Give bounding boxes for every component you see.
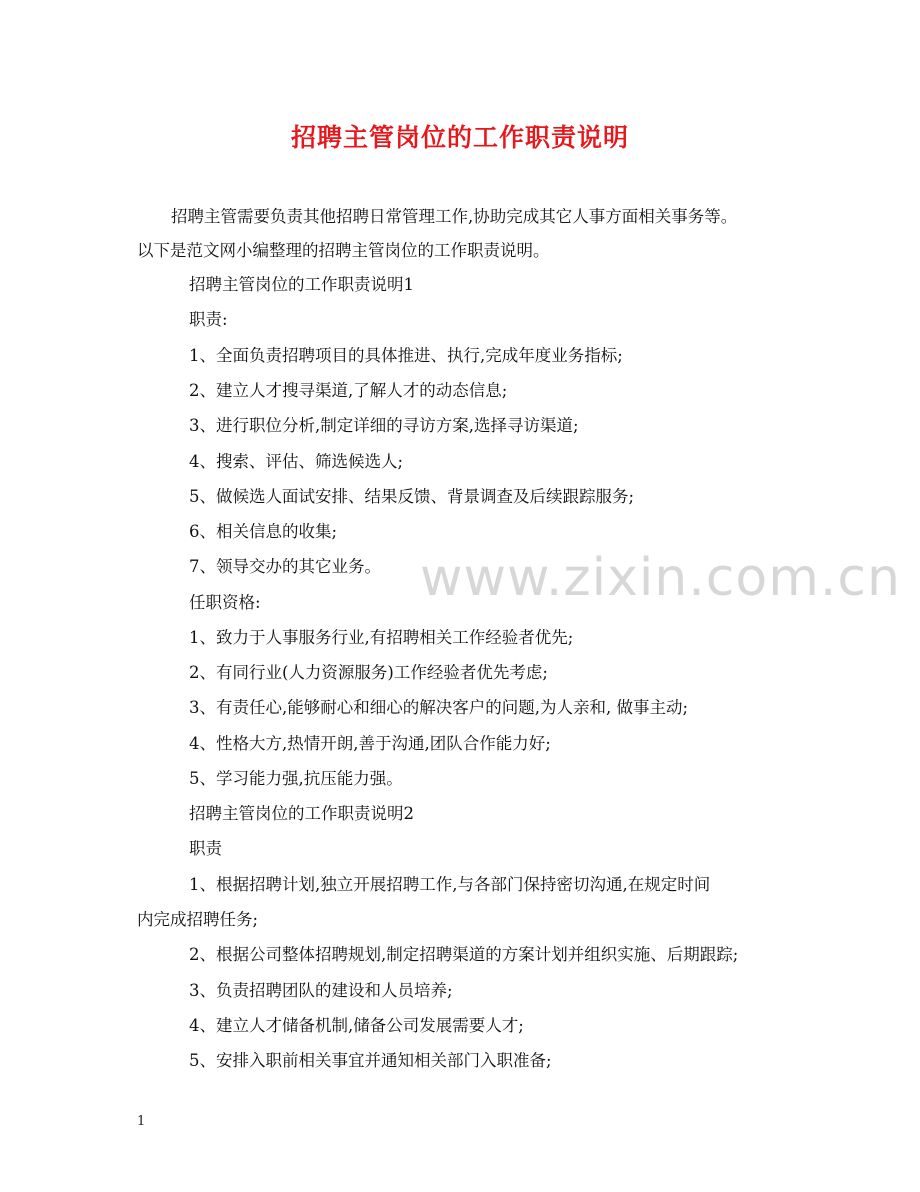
intro-line-2: 以下是范文网小编整理的招聘主管岗位的工作职责说明。 bbox=[137, 241, 550, 260]
section2-heading: 招聘主管岗位的工作职责说明2 bbox=[189, 804, 414, 823]
page-number: 1 bbox=[137, 1114, 146, 1129]
section1-duty-item: 6、相关信息的收集; bbox=[189, 522, 338, 541]
section1-heading: 招聘主管岗位的工作职责说明1 bbox=[189, 275, 414, 294]
watermark: www.zixin.com.cn bbox=[420, 548, 901, 608]
intro-line-1: 招聘主管需要负责其他招聘日常管理工作,协助完成其它人事方面相关事务等。 bbox=[171, 207, 738, 226]
section2-duty-item: 3、负责招聘团队的建设和人员培养; bbox=[189, 981, 453, 1000]
section1-duties-label: 职责: bbox=[189, 310, 228, 329]
section1-qualifications-label: 任职资格: bbox=[189, 593, 261, 612]
section1-duty-item: 3、进行职位分析,制定详细的寻访方案,选择寻访渠道; bbox=[189, 416, 579, 435]
section1-duty-item: 2、建立人才搜寻渠道,了解人才的动态信息; bbox=[189, 381, 508, 400]
section2-duty-item: 5、安排入职前相关事宜并通知相关部门入职准备; bbox=[189, 1051, 552, 1070]
section2-duty-item-line-1: 1、根据招聘计划,独立开展招聘工作,与各部门保持密切沟通,在规定时间 bbox=[189, 875, 711, 894]
section1-qualification-item: 5、学习能力强,抗压能力强。 bbox=[189, 769, 403, 788]
section1-duty-item: 5、做候选人面试安排、结果反馈、背景调查及后续跟踪服务; bbox=[189, 487, 635, 506]
section1-qualification-item: 3、有责任心,能够耐心和细心的解决客户的问题,为人亲和, 做事主动; bbox=[189, 698, 689, 717]
section2-duties-label: 职责 bbox=[189, 839, 222, 858]
section2-duty-item: 4、建立人才储备机制,储备公司发展需要人才; bbox=[189, 1016, 524, 1035]
section1-duty-item: 1、全面负责招聘项目的具体推进、执行,完成年度业务指标; bbox=[189, 346, 623, 365]
section2-duty-item: 2、根据公司整体招聘规划,制定招聘渠道的方案计划并组织实施、后期跟踪; bbox=[189, 945, 739, 964]
section1-qualification-item: 1、致力于人事服务行业,有招聘相关工作经验者优先; bbox=[189, 628, 574, 647]
document-title: 招聘主管岗位的工作职责说明 bbox=[290, 123, 629, 152]
section1-qualification-item: 4、性格大方,热情开朗,善于沟通,团队合作能力好; bbox=[189, 734, 551, 753]
section1-duty-item: 4、搜索、评估、筛选候选人; bbox=[189, 452, 404, 471]
section1-duty-item: 7、领导交办的其它业务。 bbox=[189, 557, 381, 576]
section1-qualification-item: 2、有同行业(人力资源服务)工作经验者优先考虑; bbox=[189, 663, 548, 682]
section2-duty-item-line-2: 内完成招聘任务; bbox=[137, 910, 259, 929]
